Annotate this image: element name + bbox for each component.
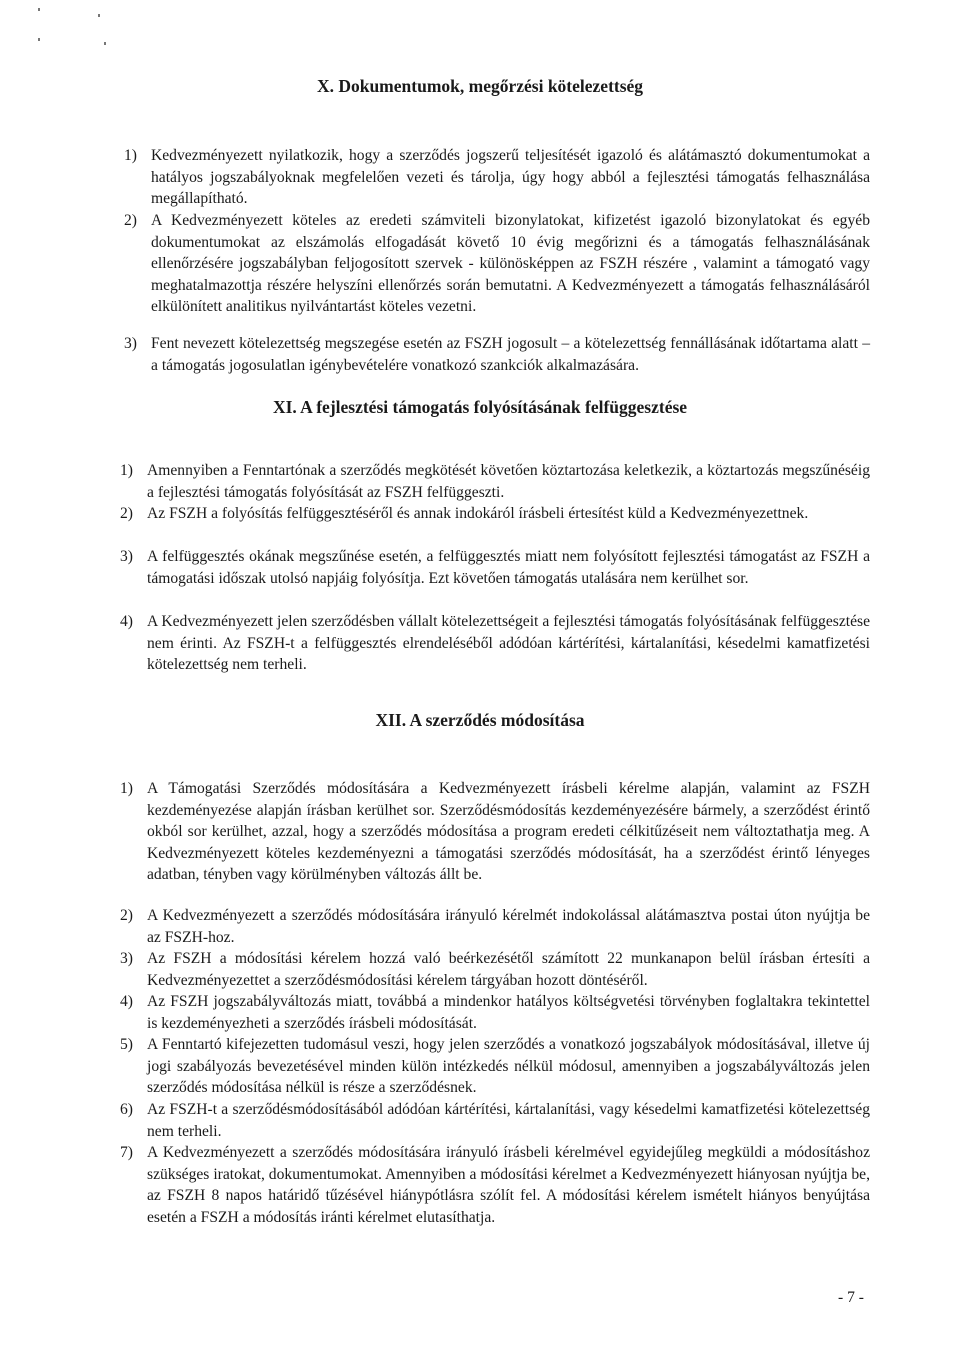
list-item	[120, 1034, 870, 1099]
item-number: 5)	[120, 1036, 133, 1053]
list-item	[120, 460, 870, 503]
item-text: A felfüggesztés okának megszűnése esetén, a felfüggesztés miatt nem folyósított fejlesztési támogatást az FSZH a támogatási időszak utolsó napjáig folyósítja. Ezt követően támogatás utalására nem kerülhet sor.	[147, 548, 870, 587]
item-text: Kedvezményezett nyilatkozik, hogy a szerződés jogszerű teljesítését igazoló és alátámasztó dokumentumokat a hatályos jogszabályoknak megfelelően vezeti és tárolja, úgy hogy abból a fejlesztési támogatás felhasználása megállapítható.	[151, 147, 870, 208]
item-text: A Fenntartó kifejezetten tudomásul veszi, hogy jelen szerződés a vonatkozó jogszabályok módosításával, illetve új jogi szabályozás bevezetésével minden külön intézkedés nélkül módosul, amennyiben a jogszabályváltozás jelen szerződés módosítása nélkül is része a szerződésnek.	[147, 1036, 870, 1097]
section-heading: XI. A fejlesztési támogatás folyósításának felfüggesztése	[272, 397, 688, 417]
item-text: Az FSZH a folyósítás felfüggesztéséről és annak indokáról írásbeli értesítést küld a Kedvezményezettnek.	[147, 505, 809, 522]
item-text: A Kedvezményezett jelen szerződésben vállalt kötelezettségeit a fejlesztési támogatás folyósításának felfüggesztése nem érinti. Az FSZH-t a felfüggesztés elrendeléséből adódóan kártérítési, kártalanítási, késedelmi kamatfizetési kötelezettség nem terheli.	[147, 613, 870, 674]
item-number: 1)	[120, 462, 133, 479]
item-text: A Kedvezményezett köteles az eredeti számviteli bizonylatokat, kifizetést igazoló bizonylatokat és egyéb dokumentumokat az elszámolás elfogadását követő 10 évig megőrizni és a támogatás felhasználásának ellenőrzésére jogszabályban feljogosított szervek - különösképpen az FSZH részére , valamint a támogató vagy meghatalmazottja részére helyszíni ellenőrzés során bemutatni. A Kedvezményezett a támogatás felhasználásáról elkülönített analitikus nyilvántartást köteles vezetni.	[151, 212, 870, 316]
item-number: 6)	[120, 1101, 133, 1118]
list-item	[120, 991, 870, 1034]
scan-speck	[104, 42, 106, 45]
list-item	[120, 503, 870, 525]
item-number: 3)	[120, 950, 133, 967]
list-item	[124, 210, 870, 318]
item-number: 3)	[120, 548, 133, 565]
list-item	[124, 145, 870, 210]
list-item	[120, 546, 870, 589]
item-number: 4)	[120, 613, 133, 630]
list-item	[120, 611, 870, 676]
item-text: Az FSZH-t a szerződésmódosításából adódóan kártérítési, kártalanítási, vagy késedelmi kamatfizetési kötelezettség nem terheli.	[147, 1101, 870, 1140]
section-heading: XII. A szerződés módosítása	[375, 710, 585, 730]
item-text: Az FSZH a módosítási kérelem hozzá való beérkezésétől számított 22 munkanapon belül írásban értesíti a Kedvezményezettet a szerződésmódosítási kérelem tárgyában hozott döntéséről.	[147, 950, 870, 989]
item-text: Az FSZH jogszabályváltozás miatt, továbbá a mindenkor hatályos költségvetési törvényben foglaltakra tekintettel is kezdeményezheti a szerződés írásbeli módosítását.	[147, 993, 870, 1032]
list-item	[124, 333, 870, 376]
list-item	[120, 778, 870, 886]
section-heading: X. Dokumentumok, megőrzési kötelezettség	[316, 76, 644, 96]
item-text: Fent nevezett kötelezettség megszegése esetén az FSZH jogosult – a kötelezettség fennállásának időtartama alatt – a támogatás jogosulatlan igénybevételére vonatkozó szankciók alkalmazására.	[151, 335, 870, 374]
item-number: 1)	[120, 780, 133, 797]
item-number: 2)	[124, 212, 137, 229]
item-number: 3)	[124, 335, 137, 352]
list-item	[120, 1099, 870, 1142]
item-number: 2)	[120, 907, 133, 924]
list-item	[120, 905, 870, 948]
scan-speck	[98, 14, 100, 17]
scan-speck	[38, 38, 40, 41]
item-number: 7)	[120, 1144, 133, 1161]
item-number: 1)	[124, 147, 137, 164]
list-item	[120, 948, 870, 991]
page-number: - 7 -	[838, 1289, 864, 1306]
item-number: 4)	[120, 993, 133, 1010]
item-text: A Támogatási Szerződés módosítására a Kedvezményezett írásbeli kérelme alapján, valamint az FSZH kezdeményezése alapján írásban kerülhet sor. Szerződésmódosítás kezdeményezésére bármely, a szerződést érintő okból sor kerülhet, azzal, hogy a szerződés módosítása a program eredeti célkitűzéseit nem változtathatja meg. A Kedvezményezett köteles kezdeményezni a támogatási szerződés módosítását, ha a szerződést érintő lényeges adatban, tényben vagy körülményben változás állt be.	[147, 780, 870, 884]
item-text: A Kedvezményezett a szerződés módosítására irányuló kérelmét indokolással alátámasztva postai úton nyújtja be az FSZH-hoz.	[147, 907, 870, 946]
item-number: 2)	[120, 505, 133, 522]
list-item	[120, 1142, 870, 1228]
scan-speck	[38, 8, 40, 11]
item-text: A Kedvezményezett a szerződés módosítására irányuló írásbeli kérelmével egyidejűleg megküldi a módosításhoz szükséges iratokat, dokumentumokat. Amennyiben a módosítási kérelmet a Kedvezményezett hiányosan nyújtja be, az FSZH 8 napos határidő tűzésével hiánypótlásra szólít fel. A módosítási kérelem ismételt hiányos benyújtása esetén a FSZH a módosítás iránti kérelmet elutasíthatja.	[147, 1144, 870, 1226]
item-text: Amennyiben a Fenntartónak a szerződés megkötését követően köztartozása keletkezik, a köztartozás megszűnéséig a fejlesztési támogatás folyósítását az FSZH felfüggeszti.	[147, 462, 870, 501]
